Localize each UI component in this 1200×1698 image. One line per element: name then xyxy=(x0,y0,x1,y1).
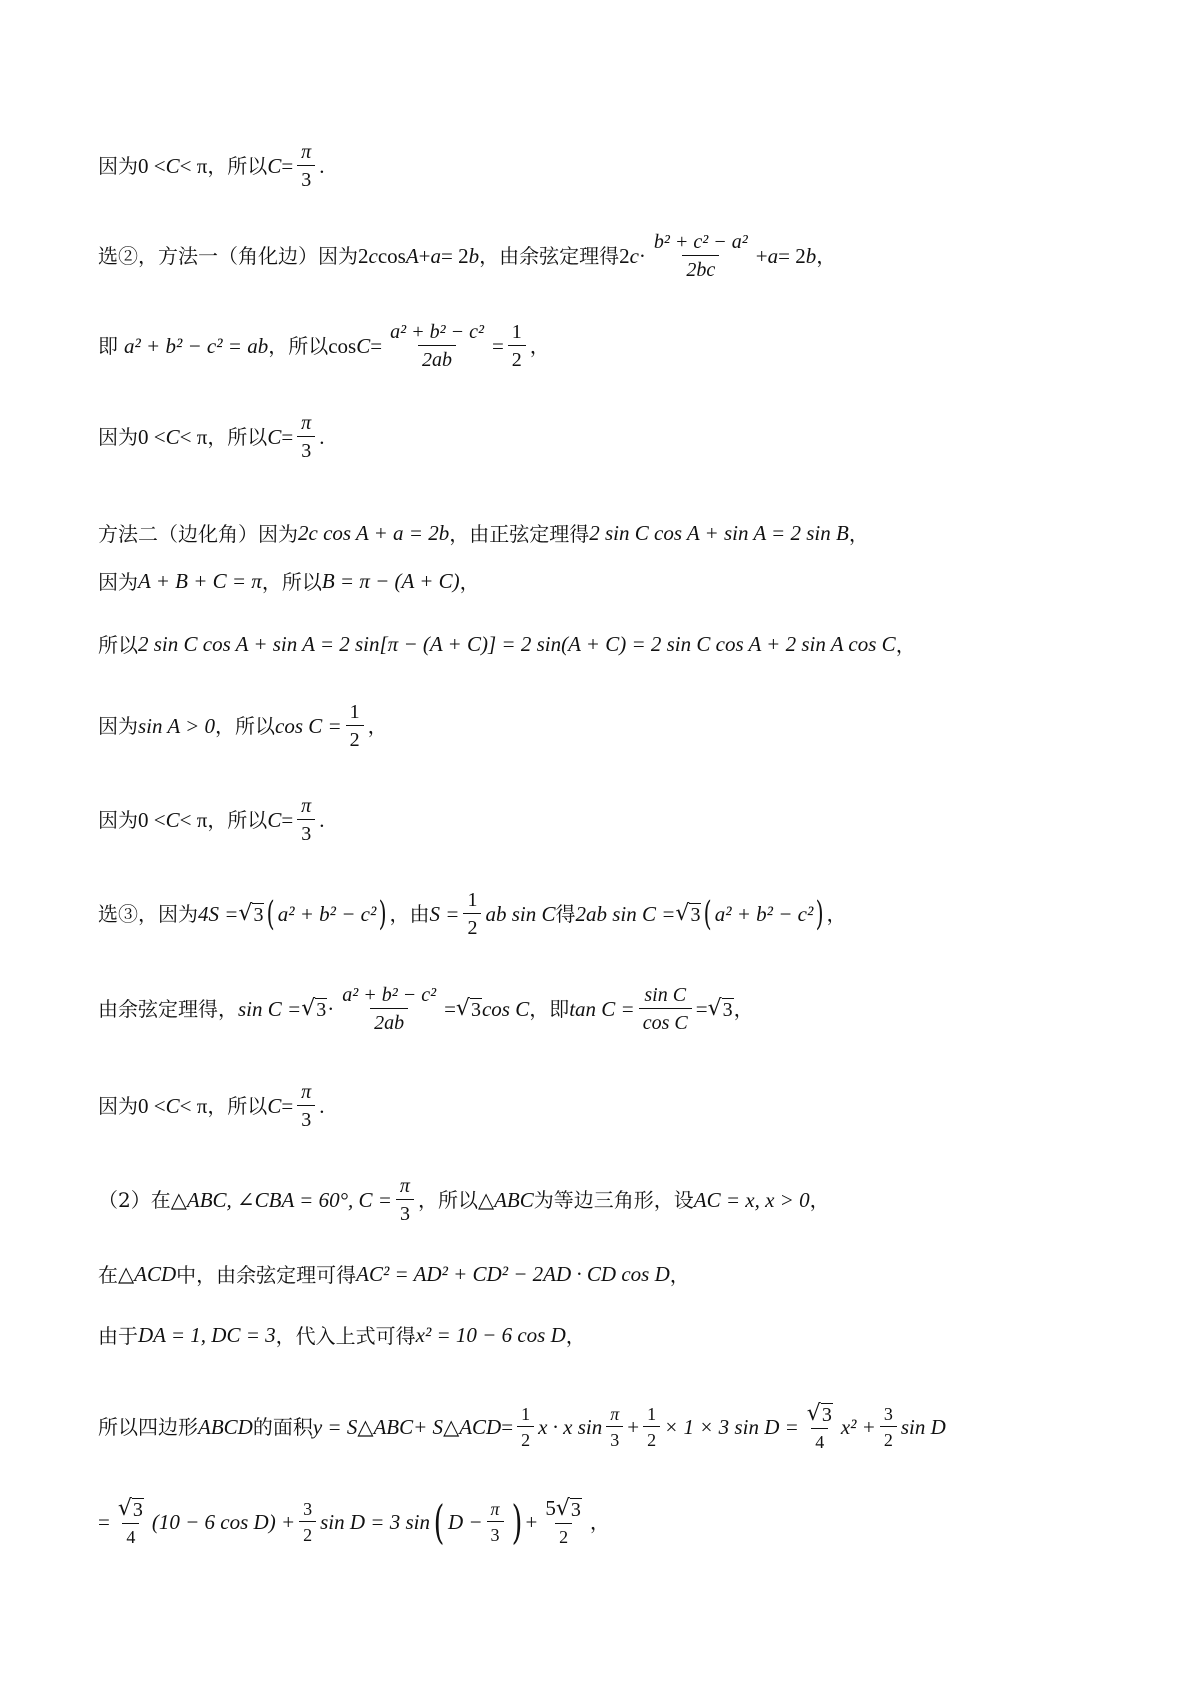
text: 由于 xyxy=(98,1323,138,1348)
math: b xyxy=(468,243,480,268)
math: = xyxy=(491,333,504,358)
text: 因为 xyxy=(98,714,138,738)
math: cos xyxy=(328,333,357,358)
math: tan C = xyxy=(569,996,635,1021)
math: 2c cos A + a = 2b xyxy=(298,521,450,545)
text: 的面积 xyxy=(252,1415,313,1439)
math: sin D = 3 sin xyxy=(320,1509,430,1534)
text: 因为 xyxy=(98,154,138,178)
math: sin A > 0 xyxy=(138,713,215,738)
math: = xyxy=(370,333,383,358)
text: ， xyxy=(816,244,837,268)
fraction: $\frac{1}{2}$ xyxy=(643,1405,660,1449)
fraction: $\frac{\text{sin C}}{\text{cos C}}$ xyxy=(639,985,692,1033)
math: 4S = xyxy=(198,901,239,926)
math: < π xyxy=(179,153,208,178)
math: 0 < xyxy=(138,807,166,832)
fraction: $\frac{1}{2}$ xyxy=(346,702,364,750)
math: C xyxy=(267,807,282,832)
math: < π xyxy=(179,807,208,832)
line-12 xyxy=(98,1082,324,1130)
math: . xyxy=(319,1093,325,1118)
math: C xyxy=(165,153,180,178)
text: 中，由余弦定理可得 xyxy=(176,1262,357,1287)
fraction: $\frac{3}{2}$ xyxy=(880,1405,897,1449)
math: x² + xyxy=(840,1414,876,1439)
text: ， xyxy=(895,632,916,657)
math: a² + b² − c² = ab xyxy=(124,333,269,358)
fraction: $\frac{\pi}{3}$ xyxy=(487,1500,504,1544)
math: 0 < xyxy=(138,153,166,178)
math: 2 sin C cos A + sin A = 2 sin[π − (A + C)] = 2 sin(A + C) = 2 sin C cos A + 2 sin A cos C xyxy=(138,632,896,656)
math: c xyxy=(629,243,639,268)
text: ，由正弦定理得 xyxy=(449,521,590,546)
math: + xyxy=(418,243,431,268)
math: 2 sin C cos A + sin A = 2 sin B xyxy=(589,521,849,545)
line-7 xyxy=(98,634,916,655)
fraction: $\frac{\pi}{3}$ xyxy=(297,1082,315,1130)
text: 选③，因为 xyxy=(98,902,198,926)
text: ， xyxy=(459,569,480,594)
text: ，代入上式可得 xyxy=(275,1323,416,1348)
fraction: 5 √ 3 2 xyxy=(545,1496,581,1547)
sqrt: √ 3 xyxy=(455,996,481,1021)
text: ，即 xyxy=(529,997,570,1021)
sqrt: √ 3 xyxy=(238,901,264,926)
line-14 xyxy=(98,1264,690,1285)
math: cos xyxy=(377,243,406,268)
line-5 xyxy=(98,523,869,544)
text: 因为 xyxy=(98,808,138,832)
math: S = xyxy=(429,901,460,926)
text: 因为 xyxy=(98,425,138,449)
math: △ACD xyxy=(118,1262,177,1286)
text: ，所以 xyxy=(207,808,268,832)
math: B = π − (A + C) xyxy=(321,569,460,593)
math: 2ab sin C = xyxy=(575,901,676,926)
math: 0 < xyxy=(138,1093,166,1118)
line-16 xyxy=(98,1403,946,1451)
line-6 xyxy=(98,571,480,592)
text: ， xyxy=(565,1323,586,1348)
math: . xyxy=(319,807,325,832)
text: 因为 xyxy=(98,1094,138,1118)
text: ，所以 xyxy=(261,569,322,594)
math: △ABC, ∠CBA = 60°, C = xyxy=(170,1187,392,1212)
math: x² = 10 − 6 cos D xyxy=(415,1323,566,1347)
line-1 xyxy=(98,142,324,190)
fraction: $\frac{3}{2}$ xyxy=(299,1500,316,1544)
math: C xyxy=(165,807,180,832)
math: cos C xyxy=(481,996,530,1021)
math: = xyxy=(501,1414,514,1439)
text: ， xyxy=(669,1262,690,1287)
math: = 2 xyxy=(441,243,469,268)
fraction: $\frac{\pi}{3}$ xyxy=(297,413,315,461)
math: C xyxy=(165,1093,180,1118)
text: ， xyxy=(589,1510,610,1534)
fraction: √ 3 4 xyxy=(117,1496,143,1547)
math: DA = 1, DC = 3 xyxy=(138,1323,276,1347)
math: C xyxy=(267,424,282,449)
math: a² + b² − c² xyxy=(277,901,377,926)
math: AC = x, x > 0 xyxy=(693,1187,810,1212)
math: x · x sin xyxy=(538,1414,603,1439)
fraction: $\frac{1}{2}$ xyxy=(463,890,481,938)
math: b xyxy=(805,243,817,268)
line-2 xyxy=(98,232,836,280)
math: AC² = AD² + CD² − 2AD · CD cos D xyxy=(356,1262,670,1286)
fraction: $\frac{\pi}{3}$ xyxy=(297,796,315,844)
subscript: △ACD xyxy=(443,1414,502,1439)
text: 所以 xyxy=(98,632,138,657)
text: ，所以 xyxy=(268,334,329,358)
text: 所以四边形 xyxy=(98,1415,198,1439)
line-15 xyxy=(98,1325,586,1346)
sqrt: √ 3 xyxy=(301,996,327,1021)
math: C xyxy=(165,424,180,449)
math: y = S xyxy=(312,1414,358,1439)
text: 方法二（边化角）因为 xyxy=(98,521,298,546)
math: C xyxy=(267,1093,282,1118)
text: 选②，方法一（角化边）因为 xyxy=(98,244,358,268)
line-8 xyxy=(98,702,388,750)
math: C xyxy=(356,333,371,358)
line-9 xyxy=(98,796,324,844)
text: ，所以 xyxy=(207,154,268,178)
fraction: $\frac{\text{b² + c² − a²}}{2bc}$ xyxy=(653,231,748,281)
fraction: $\frac{\text{a² + b² − c²}}{2ab}$ xyxy=(390,321,484,371)
math: . xyxy=(319,153,325,178)
math: + S xyxy=(413,1414,444,1439)
math: = xyxy=(98,1509,110,1534)
fraction: $\frac{1}{2}$ xyxy=(508,322,526,370)
text: 因为 xyxy=(98,569,138,594)
math: D − xyxy=(447,1509,483,1534)
line-3 xyxy=(98,322,550,370)
math: c xyxy=(368,243,378,268)
math: sin C = xyxy=(238,996,302,1021)
math: △ABC xyxy=(477,1187,534,1212)
text: ， xyxy=(826,902,847,926)
math: = xyxy=(695,996,708,1021)
fraction: $\frac{\pi}{3}$ xyxy=(606,1405,623,1449)
math: < π xyxy=(179,424,208,449)
math: a xyxy=(767,243,779,268)
sqrt: √ 3 xyxy=(707,996,733,1021)
text: 由余弦定理得， xyxy=(98,997,238,1021)
math: ab sin C xyxy=(485,901,556,926)
fraction: $\frac{\pi}{3}$ xyxy=(396,1176,414,1224)
sqrt: √ 3 xyxy=(675,901,701,926)
text: ，所以 xyxy=(207,1094,268,1118)
math: 2 xyxy=(619,243,630,268)
text: ， xyxy=(848,521,869,546)
math: = 2 xyxy=(778,243,806,268)
subscript: △ABC xyxy=(357,1414,414,1439)
line-10: 选③，因为 4S = √ 3 ( a² + b² − c² ) ，由 S = $\frac{1}{2}$ ab sin C 得 2ab sin C = √ 3 ( a² + b² − c² ) ， xyxy=(98,889,847,939)
math: sin D xyxy=(900,1414,946,1439)
math: · xyxy=(327,996,335,1021)
text: ， xyxy=(529,334,550,358)
math: ABCD xyxy=(198,1414,253,1439)
math: · xyxy=(638,243,646,268)
text: 在 xyxy=(98,1262,118,1287)
math: + xyxy=(755,243,768,268)
math: cos C = xyxy=(275,713,342,738)
math: A + B + C = π xyxy=(138,569,262,593)
text: ， xyxy=(733,997,754,1021)
math: . xyxy=(319,424,325,449)
fraction: $\frac{1}{2}$ xyxy=(517,1405,534,1449)
fraction: $\frac{\text{a² + b² − c²}}{2ab}$ xyxy=(342,984,437,1034)
math: = xyxy=(281,424,294,449)
math: + xyxy=(627,1414,640,1439)
math: = xyxy=(444,996,456,1021)
line-4 xyxy=(98,413,324,461)
math: A xyxy=(405,243,419,268)
fraction: $\frac{\pi}{3}$ xyxy=(297,142,315,190)
text: ，由 xyxy=(389,902,430,926)
math: < π xyxy=(179,1093,208,1118)
text: 即 xyxy=(98,334,118,358)
text: 得 xyxy=(555,902,576,926)
math: (10 − 6 cos D) + xyxy=(151,1509,296,1534)
line-13 xyxy=(98,1176,830,1224)
fraction: √ 3 4 xyxy=(806,1401,832,1452)
text: ， xyxy=(367,714,388,738)
math: a xyxy=(430,243,441,268)
math: a² + b² − c² xyxy=(714,901,814,926)
text: ，所以 xyxy=(215,714,275,738)
math: C xyxy=(267,153,282,178)
line-17: = √ 3 4 (10 − 6 cos D) + $\frac{3}{2}$ sin D = 3 sin ( D − $\frac{\pi}{3}$ ) + 5 √ 3 2 ， xyxy=(98,1495,610,1549)
text: （2）在 xyxy=(98,1188,171,1212)
math: + xyxy=(525,1509,538,1534)
line-11 xyxy=(98,985,754,1033)
math: × 1 × 3 sin D = xyxy=(664,1414,799,1439)
text: ，由余弦定理得 xyxy=(479,244,620,268)
math: = xyxy=(281,153,294,178)
text: ，所以 xyxy=(207,425,268,449)
text: 为等边三角形，设 xyxy=(533,1188,694,1212)
math: = xyxy=(281,807,294,832)
math: 2 xyxy=(358,243,369,268)
math: = xyxy=(281,1093,294,1118)
text: ，所以 xyxy=(417,1188,478,1212)
math: 0 < xyxy=(138,424,166,449)
text: ， xyxy=(809,1188,830,1212)
